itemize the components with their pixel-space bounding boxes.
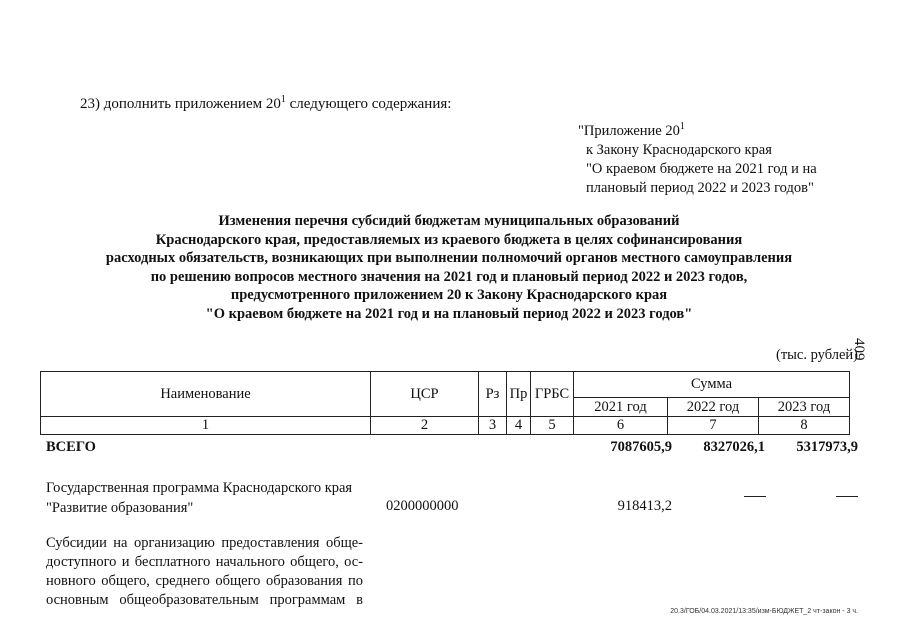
subsidy-line: новного общего, среднего общего образования по (46, 573, 363, 589)
program-2021: 918413,2 (617, 498, 672, 514)
title-line: Изменения перечня субсидий бюджетам муниципальных образований (218, 213, 680, 229)
appendix-line: "О краевом бюджете на 2021 год и на (586, 161, 817, 177)
title-line: предусмотренного приложением 20 к Закону Краснодарского края (230, 287, 668, 303)
total-2021: 7087605,9 (610, 439, 672, 455)
dash-2023 (836, 496, 858, 497)
amendment-intro: 23) дополнить приложением $20^1$ следующего содержания: (80, 94, 452, 112)
col-number: 5 (531, 417, 574, 435)
subsidy-description (46, 534, 363, 610)
program-csr: 0200000000 (386, 498, 459, 514)
subsidy-line: доступного и бесплатного начального общего, ос- (46, 554, 363, 570)
appendix-line: плановый период 2022 и 2023 годов" (586, 180, 814, 196)
header-year-2022: 2022 год (668, 398, 759, 417)
title-line: расходных обязательств, возникающих при выполнении полномочий органов местного самоуправления (105, 250, 793, 266)
budget-table-header (40, 371, 850, 435)
superscript: 1 (679, 121, 685, 133)
header-grbs: ГРБС (531, 372, 574, 417)
total-2022: 8327026,1 (703, 439, 765, 455)
header-name: Наименование (41, 372, 371, 417)
header-rz: Рз (479, 372, 507, 417)
col-number: 6 (574, 417, 668, 435)
footer-stamp: 20.3/ГОБ/04.03.2021/13:35/изм-БЮДЖЕТ_2 чт-закон - 3 ч. (670, 608, 858, 615)
col-number: 8 (759, 417, 850, 435)
program-name: Государственная программа Краснодарского края "Развитие образования" (46, 480, 353, 516)
total-2023: 5317973,9 (796, 439, 858, 455)
header-csr: ЦСР (371, 372, 479, 417)
header-year-2023: 2023 год (759, 398, 850, 417)
document-title (40, 212, 858, 323)
superscript: 1 (280, 94, 286, 105)
col-number: 7 (668, 417, 759, 435)
title-line: по решению вопросов местного значения на 2021 год и плановый период 2022 и 2023 годов, (150, 268, 748, 285)
col-number: 1 (41, 417, 371, 435)
appendix-header: "Приложение $20^1$ к Закону Краснодарского края "О краевом бюджете на 2021 год и на плановый период 2022 и 2023 годов" (578, 121, 817, 196)
title-line: "О краевом бюджете на 2021 год и на плановый период 2022 и 2023 годов" (205, 305, 693, 322)
total-row (46, 439, 858, 459)
header-sum: Сумма (574, 372, 850, 398)
appendix-line: к Закону Краснодарского края (586, 142, 772, 158)
header-year-2021: 2021 год (574, 398, 668, 417)
col-number: 4 (507, 417, 531, 435)
col-number: 3 (479, 417, 507, 435)
page-number: 409 (851, 338, 867, 361)
total-label: ВСЕГО (46, 439, 96, 455)
dash-2022 (744, 496, 766, 497)
subsidy-line: основным общеобразовательным программам в (46, 592, 363, 608)
subsidy-line: Субсидии на организацию предоставления обще- (46, 535, 363, 551)
units-label: (тыс. рублей) (776, 347, 858, 363)
col-number: 2 (371, 417, 479, 435)
header-pr: Пр (507, 372, 531, 417)
title-line: Краснодарского края, предоставляемых из краевого бюджета в целях софинансирования (155, 231, 743, 248)
